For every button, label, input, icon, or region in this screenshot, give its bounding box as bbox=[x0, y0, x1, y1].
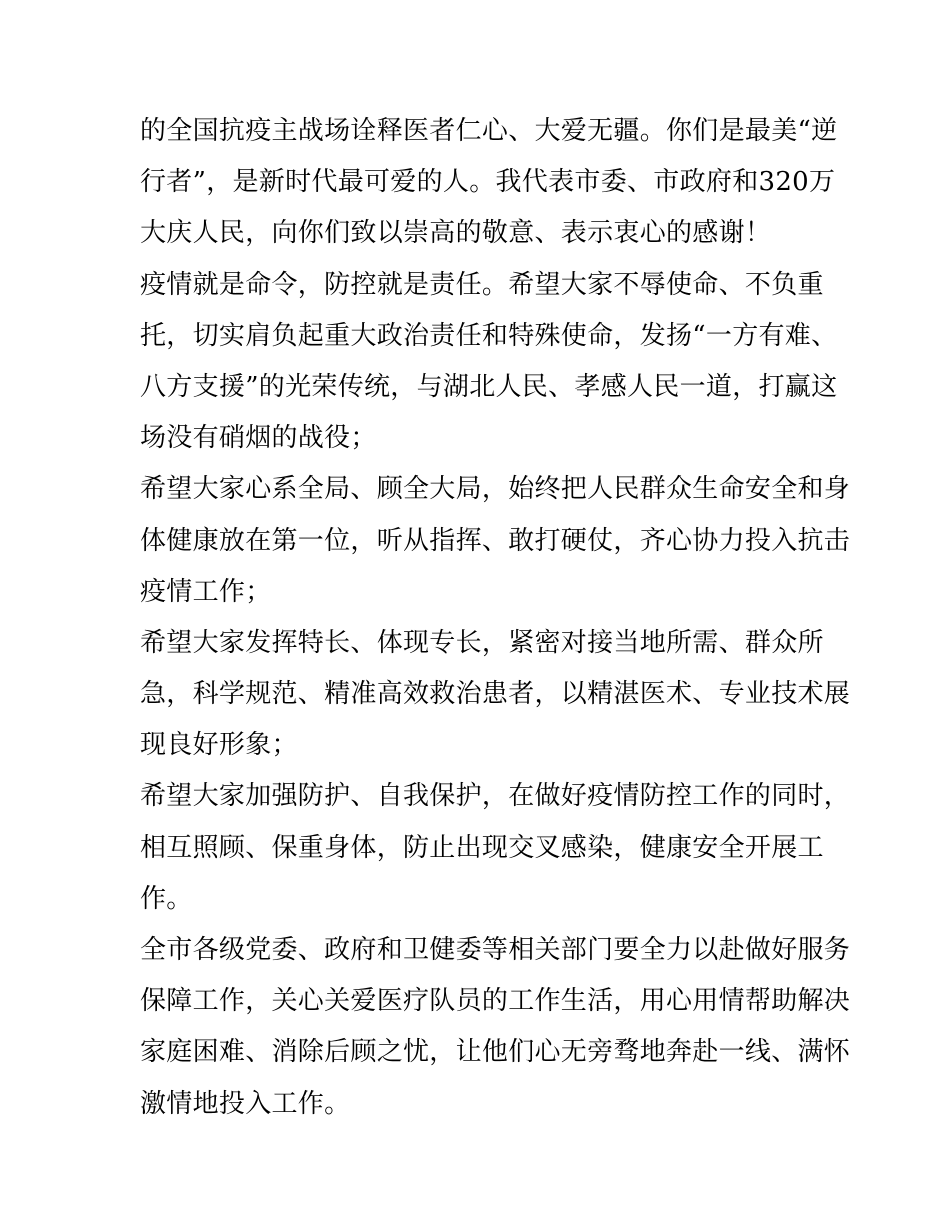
text-line: 希望大家加强防护、自我保护，在做好疫情防控工作的同时， bbox=[140, 781, 851, 812]
text-line: 希望大家心系全局、顾全大局，始终把人民群众生命安全和身 bbox=[140, 474, 851, 505]
text-line: 托，切实肩负起重大政治责任和特殊使命，发扬“一方有难、 bbox=[140, 320, 838, 351]
text-line: 体健康放在第一位，听从指挥、敢打硬仗，齐心协力投入抗击 bbox=[140, 525, 851, 556]
text-line: 作。 bbox=[140, 883, 193, 914]
body-text bbox=[140, 106, 851, 1130]
text-line: 的全国抗疫主战场诠释医者仁心、大爱无疆。你们是最美“逆 bbox=[140, 116, 838, 146]
text-line: 家庭困难、消除后顾之忧，让他们心无旁骛地奔赴一线、满怀 bbox=[140, 1037, 851, 1068]
text-line: 疫情工作； bbox=[140, 576, 272, 607]
text-line: 场没有硝烟的战役； bbox=[140, 423, 377, 454]
text-line: 保障工作，关心关爱医疗队员的工作生活，用心用情帮助解决 bbox=[140, 986, 851, 1017]
text-line: 相互照顾、保重身体，防止出现交叉感染，健康安全开展工 bbox=[140, 832, 824, 863]
text-line: 急，科学规范、精准高效救治患者，以精湛医术、专业技术展 bbox=[140, 679, 851, 710]
text-line: 行者”，是新时代最可爱的人。我代表市委、市政府和320万 bbox=[140, 167, 836, 198]
text-line: 八方支援”的光荣传统，与湖北人民、孝感人民一道，打赢这 bbox=[140, 371, 838, 402]
text-line: 全市各级党委、政府和卫健委等相关部门要全力以赴做好服务 bbox=[140, 935, 851, 965]
text-line: 疫情就是命令，防控就是责任。希望大家不辱使命、不负重 bbox=[140, 269, 824, 300]
text-line: 激情地投入工作。 bbox=[140, 1088, 351, 1119]
text-line: 现良好形象； bbox=[140, 730, 298, 761]
text-line: 希望大家发挥特长、体现专长，紧密对接当地所需、群众所 bbox=[140, 627, 824, 658]
text-line: 大庆人民，向你们致以崇高的敬意、表示衷心的感谢！ bbox=[140, 218, 772, 249]
